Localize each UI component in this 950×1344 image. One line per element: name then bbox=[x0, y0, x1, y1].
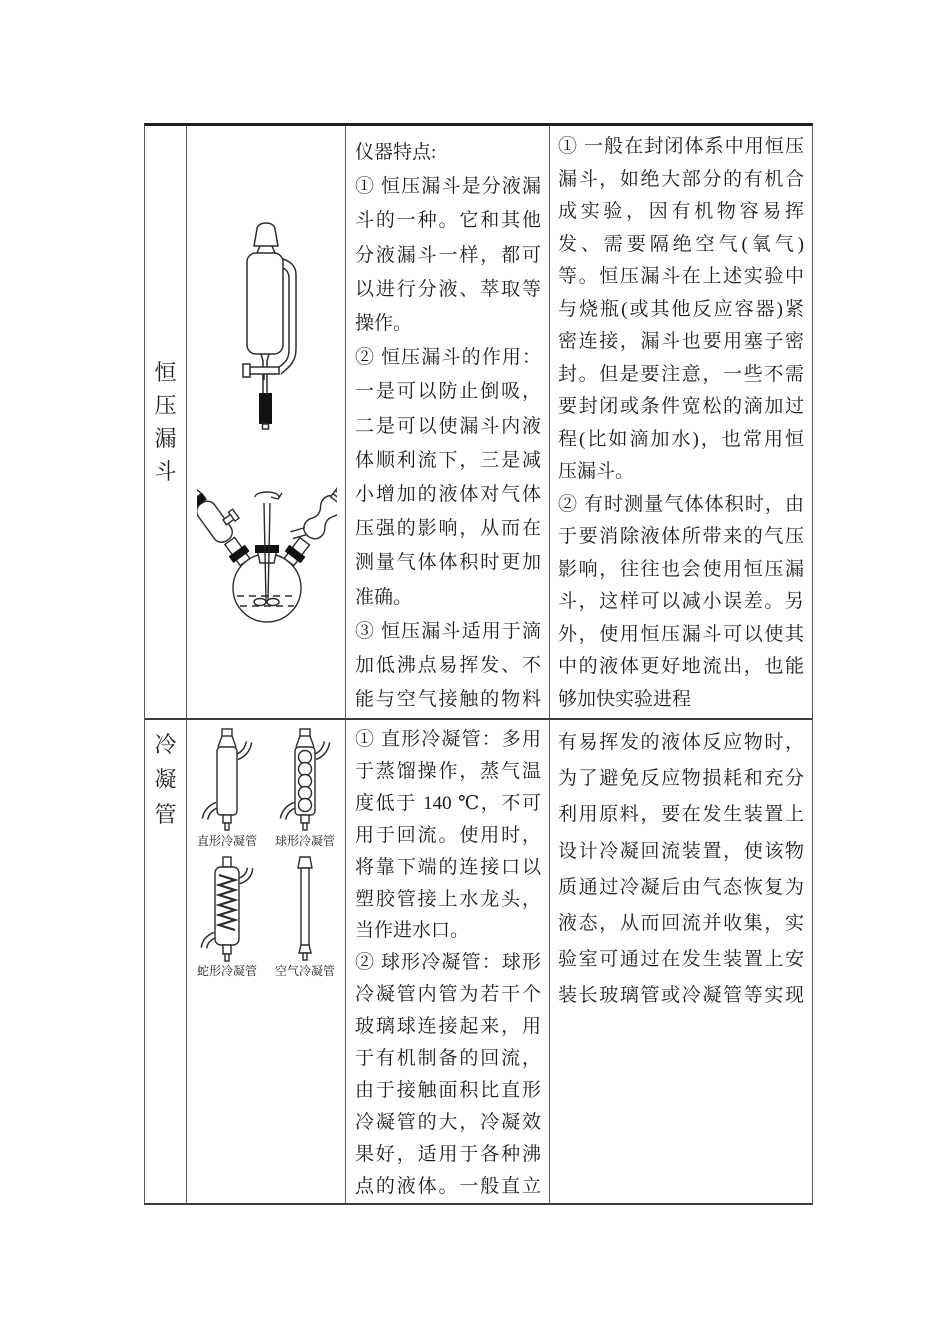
text-line: 度低于 140 ℃，不可 bbox=[355, 792, 541, 814]
text-line: 与烧瓶(或其他反应容器)紧 bbox=[558, 298, 804, 320]
table-row bbox=[145, 720, 812, 1203]
row-label-lengningguan bbox=[145, 720, 187, 1203]
condenser-caption: 直形冷凝管 bbox=[196, 834, 257, 848]
text-line: 准确。 bbox=[355, 586, 413, 608]
three-neck-flask-reflux-setup-diagram bbox=[197, 449, 337, 631]
text-line: 装长玻璃管或冷凝管等实现 bbox=[558, 985, 804, 1007]
text-line: ① 恒压漏斗是分液漏 bbox=[355, 176, 541, 198]
label-char: 凝 bbox=[154, 767, 177, 792]
text-line: 于蒸馏操作，蒸气温 bbox=[355, 760, 541, 782]
text-line: 由于接触面积比直形 bbox=[355, 1079, 541, 1101]
text-line: ② 恒压漏斗的作用： bbox=[355, 347, 541, 369]
text-line: 于有机制备的回流， bbox=[355, 1048, 541, 1070]
label-char: 压 bbox=[154, 393, 177, 418]
text-line: 塑胶管接上水龙头， bbox=[355, 888, 541, 910]
text-line: 程(比如滴加水)，也常用恒 bbox=[558, 428, 804, 450]
text-line: ② 球形冷凝管：球形 bbox=[355, 952, 541, 974]
text-line: 小增加的液体对气体 bbox=[355, 484, 541, 506]
constant-pressure-funnel-diagram bbox=[233, 220, 299, 430]
text-line: 玻璃球连接起来，用 bbox=[355, 1016, 541, 1038]
text-line: 以进行分液、萃取等 bbox=[355, 278, 541, 300]
text-line: 要封闭或条件宽松的滴加过 bbox=[558, 396, 804, 417]
text-line: 验室可通过在发生装置上安 bbox=[558, 949, 804, 971]
text-line: 斗的一种。它和其他 bbox=[355, 210, 541, 232]
text-line: 用于回流。使用时， bbox=[355, 824, 541, 846]
coil-condenser-figure bbox=[191, 855, 263, 985]
straight-condenser-figure bbox=[191, 727, 263, 855]
table-row bbox=[145, 126, 812, 720]
text-line: 密连接，漏斗也要用塞子密 bbox=[558, 331, 804, 352]
label-char: 恒 bbox=[154, 360, 177, 385]
text-line: 压漏斗。 bbox=[558, 461, 635, 482]
text-line: 点的液体。一般直立 bbox=[355, 1175, 541, 1197]
text-line: 液态，从而回流并收集，实 bbox=[558, 913, 804, 935]
text-line: ① 一般在封闭体系中用恒压 bbox=[558, 136, 804, 157]
text-line: 有易挥发的液体反应物时， bbox=[558, 732, 804, 753]
air-condenser-figure bbox=[269, 855, 341, 985]
text-line: 一是可以防止倒吸， bbox=[355, 381, 541, 403]
text-line: 设计冷凝回流装置，使该物 bbox=[558, 840, 804, 862]
text-line: 体顺利流下，三是减 bbox=[355, 449, 541, 471]
text-line: 等。恒压漏斗在上述实验中 bbox=[558, 266, 804, 287]
condenser-caption: 空气冷凝管 bbox=[274, 964, 335, 978]
usage-notes-cell bbox=[550, 126, 811, 718]
text-line: 为了避免反应物损耗和充分 bbox=[558, 768, 804, 790]
label-char: 管 bbox=[154, 802, 177, 827]
label-char: 斗 bbox=[154, 459, 177, 484]
label-char: 漏 bbox=[154, 426, 177, 451]
text-line: 利用原料，要在发生装置上 bbox=[558, 804, 804, 826]
text-line: 斗，这样可以减小误差。另 bbox=[558, 591, 804, 612]
text-line: 冷凝管内管为若干个 bbox=[355, 984, 541, 1006]
text-line: 成实验，因有机物容易挥 bbox=[558, 201, 804, 222]
text-line: 测量气体体积时更加 bbox=[355, 552, 541, 574]
text-line: 发、需要隔绝空气(氧气) bbox=[558, 233, 804, 255]
condenser-caption: 蛇形冷凝管 bbox=[196, 964, 257, 978]
features-cell bbox=[346, 126, 550, 718]
text-line: 分液漏斗一样，都可 bbox=[355, 244, 541, 266]
text-line: 漏斗，如绝大部分的有机合 bbox=[558, 168, 804, 190]
usage-notes-cell bbox=[550, 720, 811, 1203]
condenser-diagrams bbox=[187, 720, 345, 985]
text-line: 当作进水口。 bbox=[355, 920, 470, 942]
text-line: 封。但是要注意，一些不需 bbox=[558, 363, 804, 385]
text-line: 果好，适用于各种沸 bbox=[355, 1143, 541, 1165]
row-label-hengya-loudou bbox=[145, 126, 187, 718]
text-line: 压强的影响，从而在 bbox=[355, 518, 541, 540]
text-line: 冷凝管的大，冷凝效 bbox=[355, 1111, 541, 1133]
text-line: 仪器特点: bbox=[355, 142, 437, 163]
diagram-cell bbox=[187, 126, 346, 718]
text-line: ② 有时测量气体体积时，由 bbox=[558, 493, 804, 515]
text-line: 将靠下端的连接口以 bbox=[355, 856, 541, 878]
text-line: 于要消除液体所带来的气压 bbox=[558, 526, 804, 547]
diagram-cell bbox=[187, 720, 346, 1203]
features-cell bbox=[346, 720, 550, 1203]
text-line: 二是可以使漏斗内液 bbox=[355, 415, 541, 437]
bulb-condenser-figure bbox=[269, 727, 341, 855]
text-line: ① 直形冷凝管：多用 bbox=[355, 729, 541, 750]
condenser-caption: 球形冷凝管 bbox=[274, 834, 335, 848]
text-line: 操作。 bbox=[355, 313, 413, 335]
text-line: 够加快实验进程 bbox=[558, 688, 692, 710]
text-line: ③ 恒压漏斗适用于滴 bbox=[355, 620, 541, 642]
text-line: 质通过冷凝后由气态恢复为 bbox=[558, 876, 804, 898]
text-line: 影响，往往也会使用恒压漏 bbox=[558, 558, 804, 580]
text-line: 加低沸点易挥发、不 bbox=[355, 655, 541, 677]
text-line: 外，使用恒压漏斗可以使其 bbox=[558, 623, 804, 645]
equipment-table bbox=[144, 123, 813, 1205]
text-line: 能与空气接触的物料 bbox=[355, 689, 541, 711]
label-char: 冷 bbox=[154, 732, 177, 757]
text-line: 中的液体更好地流出，也能 bbox=[558, 656, 804, 677]
